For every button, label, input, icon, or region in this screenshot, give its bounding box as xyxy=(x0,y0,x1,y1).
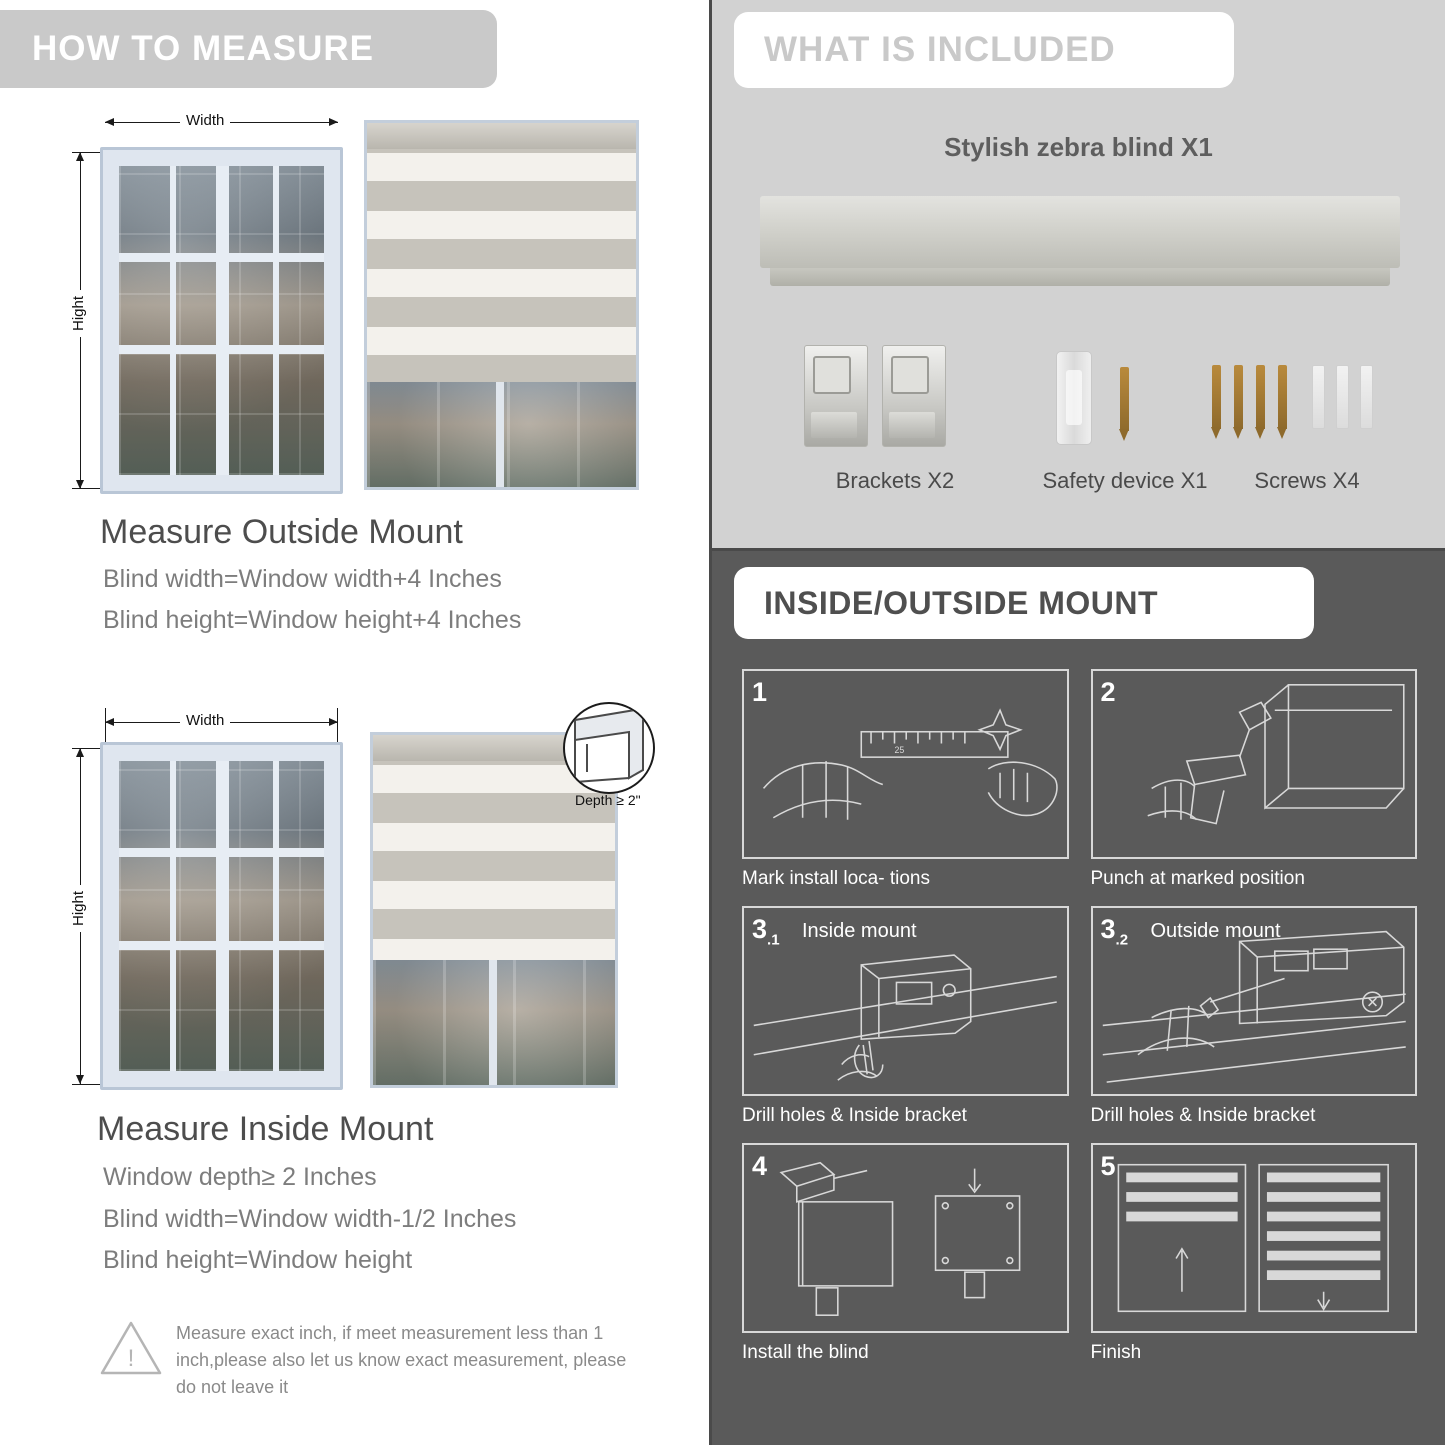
step-card xyxy=(742,669,1069,890)
svg-text:25: 25 xyxy=(894,745,905,756)
warning-icon xyxy=(100,1320,162,1376)
step-number: $3_{.2}$ xyxy=(1100,914,1129,949)
how-to-measure-header xyxy=(0,10,497,88)
inside-mount-line-2: Blind width=Window width-1/2 Inches xyxy=(103,1205,517,1233)
screw-icon xyxy=(1212,365,1221,429)
screw-icon xyxy=(1256,365,1265,429)
step-caption: Mark install loca- tions xyxy=(742,868,930,889)
blind-outside-mount xyxy=(364,120,639,490)
mullion-vertical xyxy=(489,960,497,1085)
mullion-vertical xyxy=(170,761,176,1071)
installation-steps xyxy=(742,669,1417,1364)
step-caption: Punch at marked position xyxy=(1090,868,1305,889)
mullion-vertical xyxy=(170,166,176,475)
mullion-horizontal xyxy=(119,848,324,857)
mullion-vertical xyxy=(273,166,279,475)
brackets-label: Brackets X2 xyxy=(835,468,955,493)
window-frame-inside xyxy=(100,742,343,1090)
outside-height-label: Hight xyxy=(70,290,87,337)
blind-window-glass xyxy=(367,382,636,487)
safety-device-label: Safety device X1 xyxy=(1042,468,1208,493)
what-is-included-header xyxy=(734,12,1234,88)
mullion-vertical xyxy=(273,761,279,1071)
blind-inside-mount xyxy=(370,732,618,1088)
mullion-horizontal xyxy=(119,345,324,354)
inside-mount-illustration xyxy=(0,692,712,1102)
zebra-blind-headrail-image xyxy=(760,196,1400,268)
bracket-icon xyxy=(882,345,946,447)
step-illustration xyxy=(742,1143,1069,1333)
brackets-group xyxy=(782,345,1002,455)
step-card xyxy=(1091,669,1418,890)
inside-outside-mount-panel xyxy=(712,551,1445,1445)
step-card xyxy=(1091,1143,1418,1364)
how-to-measure-title: HOW TO MEASURE xyxy=(32,29,374,68)
step-illustration xyxy=(1091,906,1418,1096)
mullion-horizontal xyxy=(119,253,324,262)
step-substep-number: .1 xyxy=(767,931,780,949)
sketch-measure-mark xyxy=(744,671,1067,857)
bracket-icon xyxy=(804,345,868,447)
step-illustration xyxy=(742,669,1069,859)
safety-device-group xyxy=(1042,345,1182,455)
outside-mount-line-1: Blind width=Window width+4 Inches xyxy=(103,565,502,593)
depth-label: Depth ≥ 2" xyxy=(575,792,641,808)
step-illustration xyxy=(1091,669,1418,859)
zebra-shade-fabric xyxy=(367,123,636,391)
safety-device-icon xyxy=(1056,351,1092,445)
svg-text:!: ! xyxy=(127,1345,135,1372)
mullion-vertical xyxy=(496,382,504,487)
step-substep-number: .2 xyxy=(1115,931,1129,949)
what-is-included-title: WHAT IS INCLUDED xyxy=(764,30,1116,69)
sketch-drill-punch xyxy=(1093,671,1416,857)
step-card xyxy=(1091,906,1418,1127)
step-card xyxy=(742,906,1069,1127)
outside-mount-line-2: Blind height=Window height+4 Inches xyxy=(103,606,522,634)
mullion-vertical xyxy=(216,166,229,475)
what-is-included-panel xyxy=(712,0,1445,551)
inside-mount-line-1: Window depth≥ 2 Inches xyxy=(103,1163,377,1191)
step-illustration xyxy=(742,906,1069,1096)
measure-note xyxy=(100,1320,630,1401)
step-caption: Drill holes & Inside bracket xyxy=(742,1105,967,1126)
step-number: $3_{.1}$ xyxy=(752,914,780,949)
screw-icon xyxy=(1278,365,1287,429)
step-number: 2 xyxy=(1100,677,1116,707)
step-caption: Finish xyxy=(1090,1342,1142,1363)
screws-group xyxy=(1212,345,1412,455)
step-subtitle: Inside mount xyxy=(802,920,917,942)
window-glass xyxy=(119,761,324,1071)
inside-height-label: Hight xyxy=(70,885,87,932)
window-glass xyxy=(119,166,324,475)
step-caption: Install the blind xyxy=(742,1342,869,1363)
depth-detail-circle xyxy=(563,702,655,794)
inside-mount-line-3: Blind height=Window height xyxy=(103,1246,413,1274)
outside-width-label: Width xyxy=(180,112,230,129)
screw-icon xyxy=(1234,365,1243,429)
step-caption: Drill holes & Inside bracket xyxy=(1090,1105,1316,1126)
wall-anchor-icon xyxy=(1360,365,1373,429)
step-number: 1 xyxy=(752,677,768,707)
mullion-vertical xyxy=(216,761,229,1071)
measure-note-text: Measure exact inch, if meet measurement less than 1 inch,please also let us know exact measurement, please do not leave it xyxy=(176,1323,627,1397)
mullion-horizontal xyxy=(119,941,324,950)
inside-outside-mount-title: INSIDE/OUTSIDE MOUNT xyxy=(764,584,1159,621)
blind-window-glass xyxy=(373,960,615,1085)
screw-icon xyxy=(1120,367,1129,431)
head-rail xyxy=(367,123,636,149)
sketch-finished-blinds xyxy=(1093,1145,1416,1331)
outside-mount-illustration xyxy=(0,95,712,505)
inside-width-label: Width xyxy=(180,712,230,729)
window-frame-outside xyxy=(100,147,343,494)
step-subtitle: Outside mount xyxy=(1150,920,1281,942)
main-product-label: Stylish zebra blind X1 xyxy=(944,132,1213,162)
wall-anchor-icon xyxy=(1312,365,1325,429)
inside-outside-mount-header xyxy=(734,567,1314,639)
step-card xyxy=(742,1143,1069,1364)
outside-mount-title: Measure Outside Mount xyxy=(100,513,463,551)
step-number: 4 xyxy=(752,1151,768,1181)
wall-anchor-icon xyxy=(1336,365,1349,429)
inside-mount-title: Measure Inside Mount xyxy=(97,1110,434,1148)
step-illustration xyxy=(1091,1143,1418,1333)
how-to-measure-panel xyxy=(0,0,712,1445)
step-number: 5 xyxy=(1100,1151,1116,1181)
sketch-install-blind xyxy=(744,1145,1067,1331)
screws-label: Screws X4 xyxy=(1254,468,1360,493)
depth-detail-sketch xyxy=(565,704,653,792)
